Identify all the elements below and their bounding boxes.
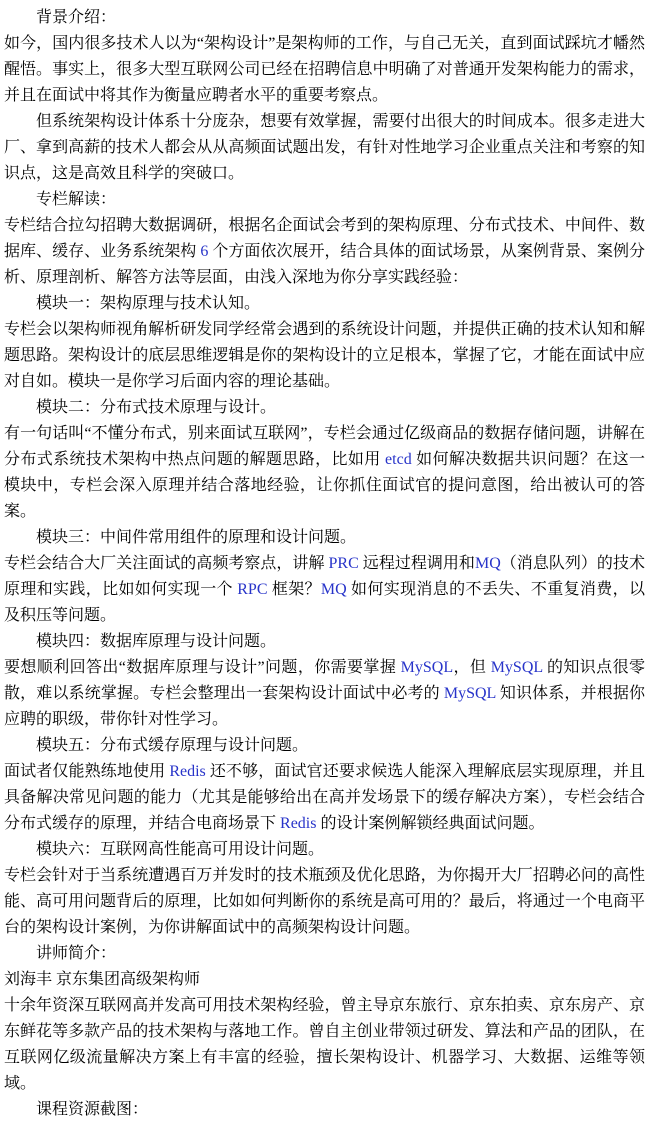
text-run: 远程过程调用和: [358, 555, 475, 572]
text-run: 还不够，面试官还要求候选人能深入理解底层实现原理，并且具备解决常见问题的能力（尤其是能够给出在高并发场景下的缓存解决方案），专栏会结合分布式缓存的原理，并结合电商场景下: [4, 763, 645, 832]
text-run: 模块五：分布式缓存原理与设计问题。: [36, 737, 309, 754]
text-run: 十余年资深互联网高并发高可用技术架构经验，曾主导京东旅行、京东拍卖、京东房产、京东鲜花等多款产品的技术架构与落地工作。曾自主创业带领过研发、算法和产品的团队，在互联网亿级流量解决方案上有丰富的经验，擅长架构设计、机器学习、大数据、运维等领域。: [4, 997, 645, 1092]
paragraph: [4, 733, 645, 759]
paragraph: [4, 213, 645, 291]
paragraph: [4, 317, 645, 395]
text-run: 如何解决数据共识问题？在这一模块中，专栏会深入原理并结合落地经验，让你抓住面试官的提问意图，给出被认可的答案。: [4, 451, 645, 520]
text-run: （消息队列）的技术原理和实践，比如如何实现一个: [4, 555, 645, 598]
paragraph: [4, 551, 645, 629]
text-run: 模块二：分布式技术原理与设计。: [36, 399, 277, 416]
highlight-term: MQ: [474, 555, 501, 572]
text-run: 模块四：数据库原理与设计问题。: [36, 633, 277, 650]
text-run: 讲师简介：: [36, 945, 117, 962]
paragraph: [4, 967, 645, 993]
highlight-term: RPC: [237, 581, 268, 598]
highlight-term: 6: [200, 243, 209, 260]
paragraph: [4, 5, 645, 31]
text-run: 的设计案例解锁经典面试问题。: [316, 815, 545, 832]
text-run: 面试者仅能熟练地使用: [4, 763, 170, 780]
paragraph: [4, 109, 645, 187]
text-run: 模块三：中间件常用组件的原理和设计问题。: [36, 529, 357, 546]
text-run: 模块六：互联网高性能高可用设计问题。: [36, 841, 325, 858]
paragraph: [4, 837, 645, 863]
highlight-term: MySQL: [400, 659, 454, 676]
paragraph: [4, 1097, 645, 1123]
text-run: 专栏解读：: [36, 191, 117, 208]
paragraph: [4, 759, 645, 837]
paragraph: [4, 187, 645, 213]
text-run: 模块一：架构原理与技术认知。: [36, 295, 261, 312]
highlight-term: MQ: [320, 581, 347, 598]
paragraph: [4, 525, 645, 551]
text-run: 专栏会针对于当系统遭遇百万并发时的技术瓶颈及优化思路，为你揭开大厂招聘必问的高性能、高可用问题背后的原理，比如如何判断你的系统是高可用的？最后，将通过一个电商平台的架构设计案例，为你讲解面试中的高频架构设计问题。: [4, 867, 645, 936]
highlight-term: Redis: [169, 763, 206, 780]
paragraph: [4, 863, 645, 941]
text-run: 但系统架构设计体系十分庞杂，想要有效掌握，需要付出很大的时间成本。很多走进大厂、拿到高薪的技术人都会从从高频面试题出发，有针对性地学习企业重点关注和考察的知识点，这是高效且科学的突破口。: [4, 113, 645, 182]
text-run: ，但: [453, 659, 491, 676]
text-run: 要想顺利回答出“数据库原理与设计”问题，你需要掌握: [4, 659, 401, 676]
highlight-term: PRC: [328, 555, 359, 572]
paragraph: [4, 395, 645, 421]
highlight-term: MySQL: [443, 685, 496, 702]
paragraph: [4, 655, 645, 733]
text-run: 专栏会结合大厂关注面试的高频考察点，讲解: [4, 555, 329, 572]
text-run: 如今，国内很多技术人以为“架构设计”是架构师的工作，与自己无关，直到面试踩坑才幡然醒悟。事实上，很多大型互联网公司已经在招聘信息中明确了对普通开发架构能力的需求，并且在面试中将其作为衡量应聘者水平的重要考察点。: [4, 35, 645, 104]
highlight-term: etcd: [385, 451, 412, 468]
paragraph: [4, 291, 645, 317]
paragraph: [4, 941, 645, 967]
paragraph: [4, 629, 645, 655]
text-run: 个方面依次展开，结合具体的面试场景，从案例背景、案例分析、原理剖析、解答方法等层面，由浅入深地为你分享实践经验：: [4, 243, 645, 286]
text-run: 有一句话叫“不懂分布式，别来面试互联网”，专栏会通过亿级商品的数据存储问题，讲解在分布式系统技术架构中热点问题的解题思路，比如用: [4, 425, 645, 468]
text-run: 专栏会以架构师视角解析研发同学经常会遇到的系统设计问题，并提供正确的技术认知和解题思路。架构设计的底层思维逻辑是你的架构设计的立足根本，掌握了它，才能在面试中应对自如。模块一是你学习后面内容的理论基础。: [4, 321, 645, 390]
text-run: 的知识点很零散，难以系统掌握。专栏会整理出一套架构设计面试中必考的: [4, 659, 645, 702]
highlight-term: Redis: [280, 815, 317, 832]
paragraph: [4, 421, 645, 525]
paragraph: [4, 31, 645, 109]
text-run: 知识体系，并根据你应聘的职级，带你针对性学习。: [4, 685, 645, 728]
paragraph: [4, 993, 645, 1097]
text-run: 框架？: [267, 581, 321, 598]
text-run: 课程资源截图：: [36, 1101, 149, 1118]
text-run: 刘海丰 京东集团高级架构师: [4, 971, 201, 988]
text-run: 如何实现消息的不丢失、不重复消费，以及积压等问题。: [4, 581, 645, 624]
highlight-term: MySQL: [490, 659, 543, 676]
document-body: [4, 5, 645, 1123]
text-run: 专栏结合拉勾招聘大数据调研，根据名企面试会考到的架构原理、分布式技术、中间件、数据库、缓存、业务系统架构: [4, 217, 645, 260]
text-run: 背景介绍：: [36, 9, 117, 26]
